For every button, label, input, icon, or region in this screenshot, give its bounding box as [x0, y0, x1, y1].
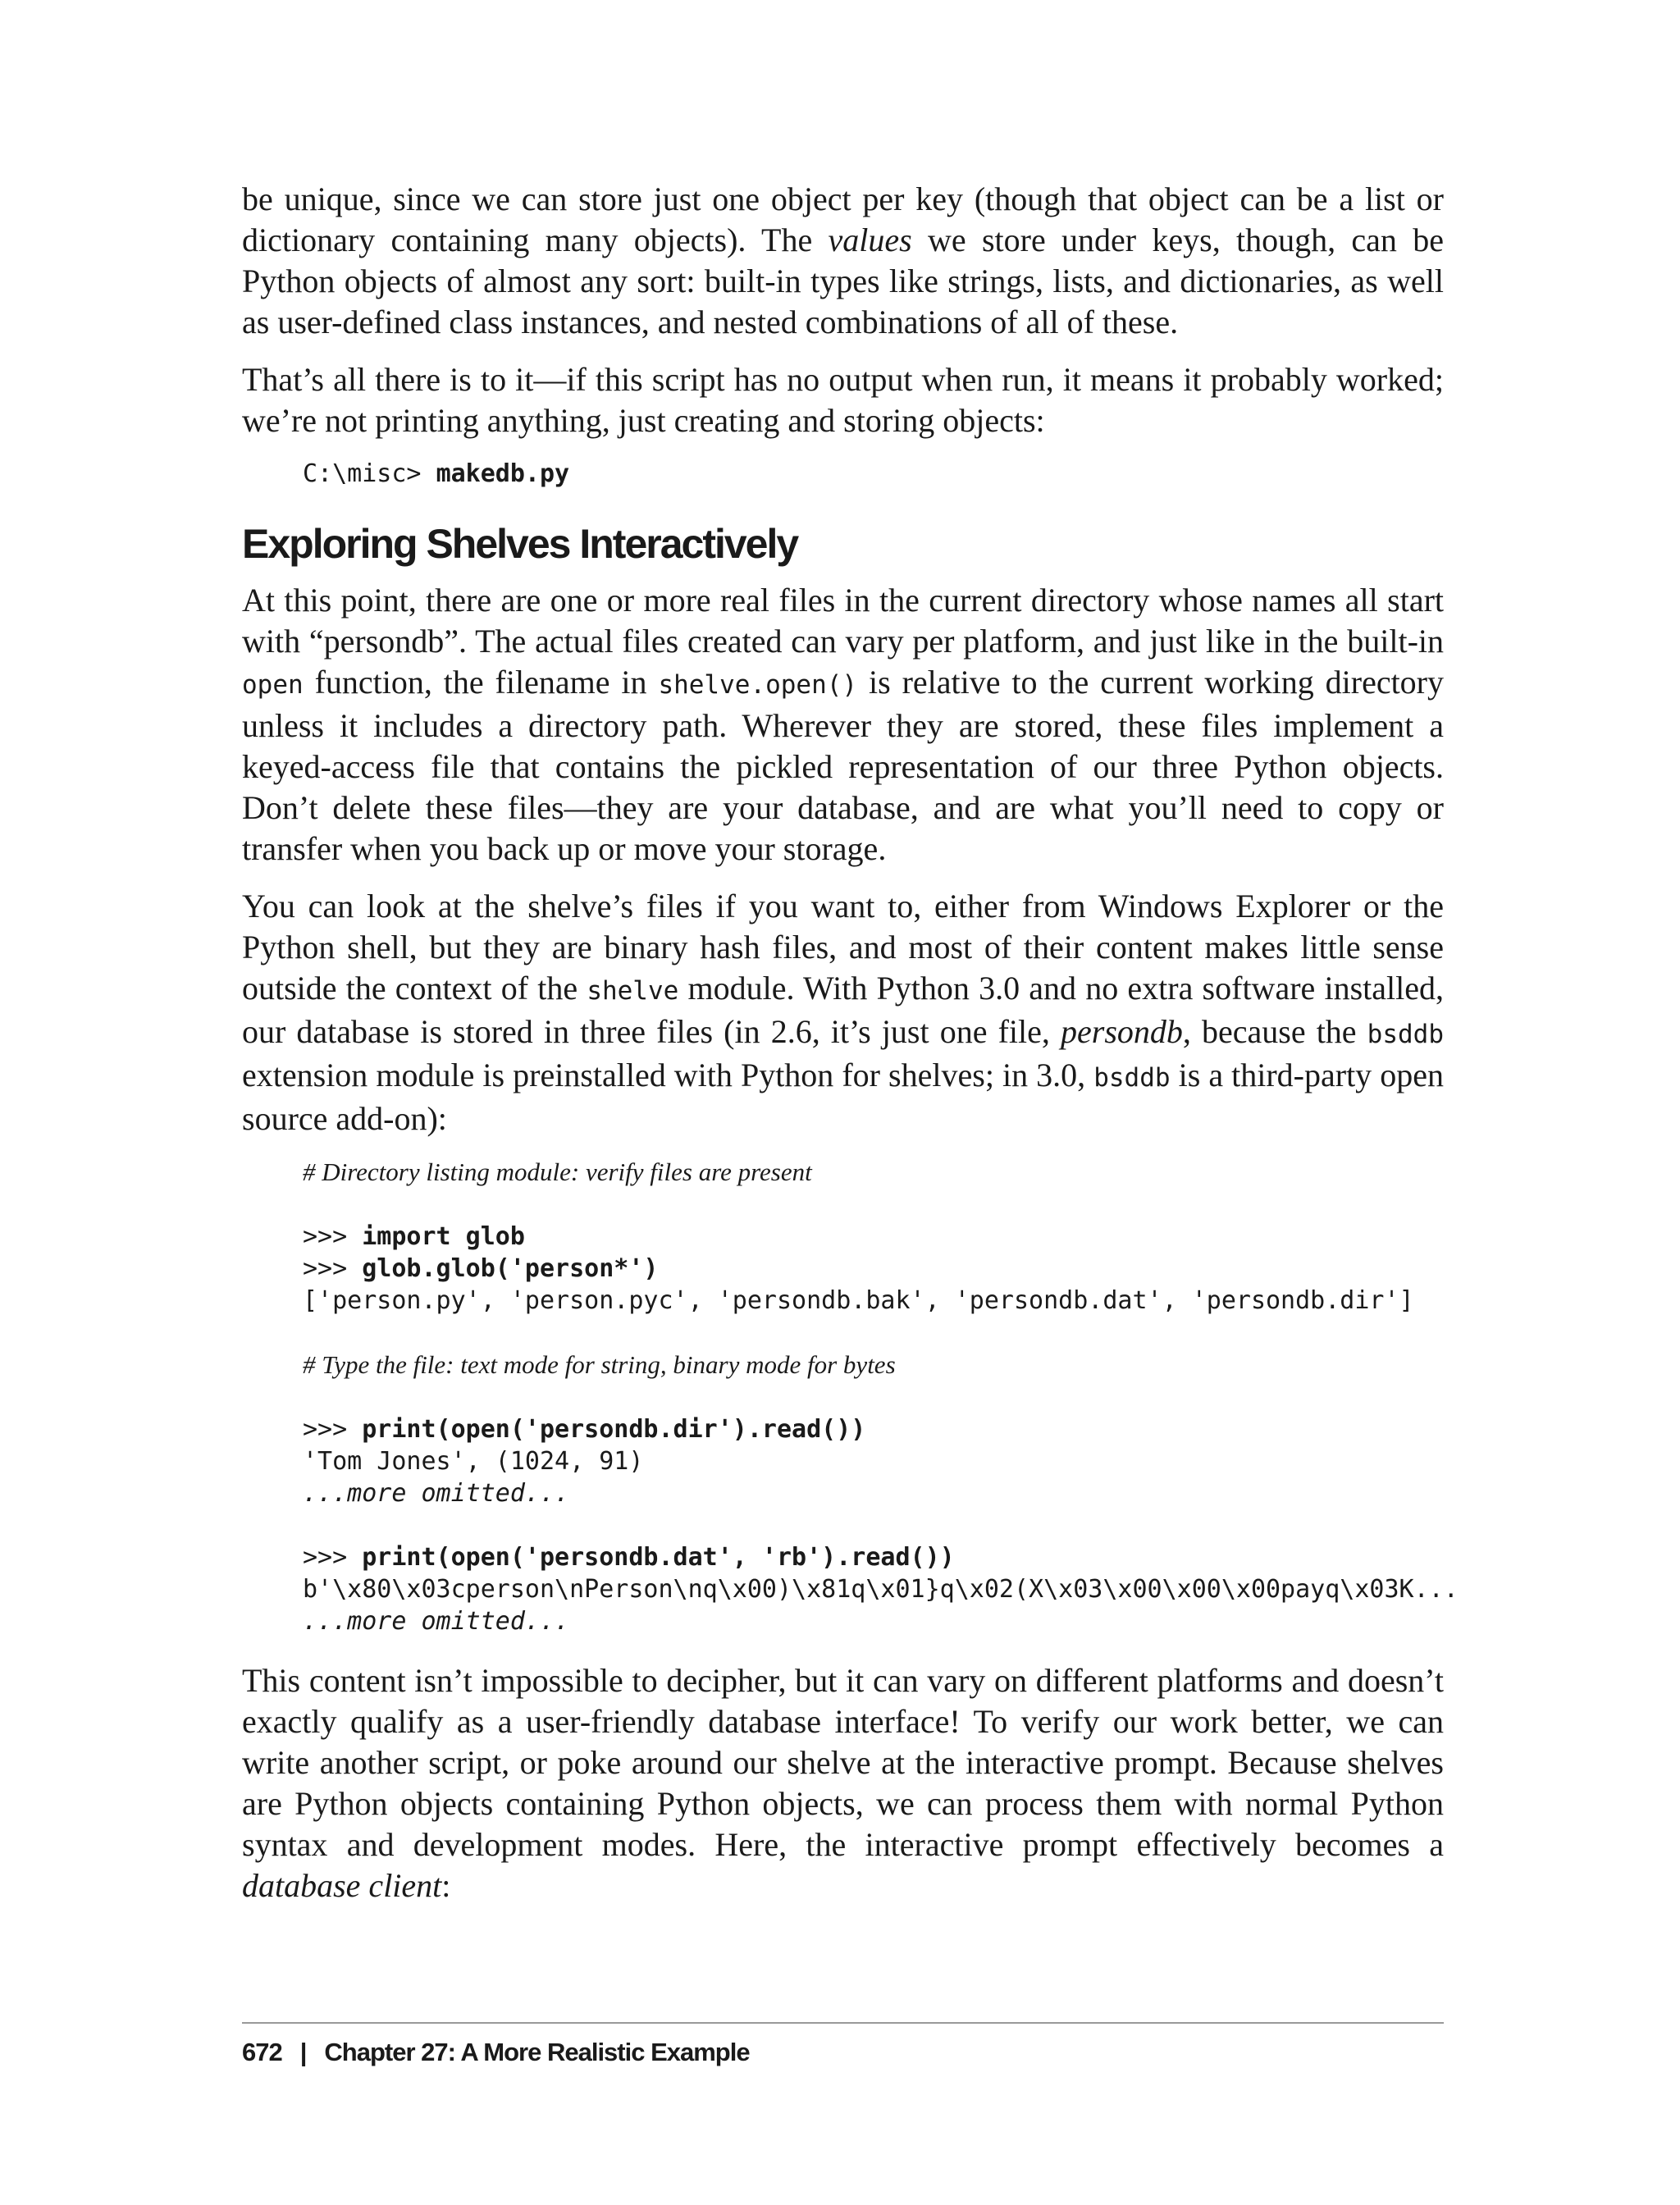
section-heading: Exploring Shelves Interactively	[242, 521, 798, 567]
inline-code-bsddb: bsddb	[1093, 1063, 1171, 1093]
inline-code-shelve-open: shelve.open()	[658, 670, 858, 700]
footer-rule	[242, 2022, 1444, 2024]
code-prompt: >>>	[303, 1415, 363, 1444]
text: function, the filename in	[303, 664, 659, 701]
code-run-command	[303, 458, 1444, 490]
code-output: ['person.py', 'person.pyc', 'persondb.bak', 'persondb.dat', 'persondb.dir']	[303, 1286, 1414, 1315]
text: is a third-party open source add-on):	[242, 1057, 1444, 1137]
paragraph-output: That’s all there is to it—if this script has no output when run, it means it probably worked; we’re not printing anything, just creating and storing objects:	[242, 361, 1444, 439]
text: we store under keys, though, can be Python objects of almost any sort: built-in types like strings, lists, and dictionaries, as well as user-defined class instances, and nested combinations of all of these.	[242, 221, 1444, 340]
paragraph-look	[242, 886, 1444, 1139]
text: be unique, since we can store just one object per key (though that object can be a list or dictionary containing many objects). The	[242, 180, 1444, 258]
code-prompt: C:\misc>	[303, 459, 436, 488]
paragraph-client	[242, 1660, 1444, 1906]
paragraph-files	[242, 580, 1444, 870]
code-prompt: >>>	[303, 1254, 363, 1283]
code-command: glob.glob('person*')	[362, 1254, 659, 1283]
text: , because the	[1182, 1013, 1367, 1050]
text: module. With Python 3.0 and no extra software installed, our database is stored in three files (in 2.6, it’s just one file,	[242, 970, 1444, 1050]
page-footer	[242, 2038, 750, 2067]
paragraph-intro	[242, 179, 1444, 343]
text: You can look at the shelve’s files if you want to, either from Windows Explorer or the Python shell, but they are binary hash files, and most of their content makes little sense outside the context of the	[242, 888, 1444, 1007]
code-command: print(open('persondb.dir').read())	[362, 1415, 866, 1444]
emphasis-database-client: database client	[242, 1867, 442, 1904]
code-command: import glob	[362, 1222, 525, 1251]
inline-code-shelve: shelve	[587, 976, 679, 1006]
code-omitted: ...more omitted...	[303, 1479, 570, 1508]
page-number: 672	[242, 2038, 282, 2066]
text: is relative to the current working directory unless it includes a directory path. Wherever they are stored, these files implement a keyed-access file that contains the pickled representation of our three Python objects. Don’t delete these files—they are your database, and are what you’ll need to copy or transfer when you back up or move your storage.	[242, 664, 1445, 867]
text: This content isn’t impossible to decipher, but it can vary on different platforms and doesn’t exactly qualify as a user-friendly database interface! To verify our work better, we can write another script, or poke around our shelve at the interactive prompt. Because shelves are Python objects containing Python objects, we can process them with normal Python syntax and development modes. Here, the interactive prompt effectively becomes a	[242, 1662, 1444, 1863]
inline-code-bsddb: bsddb	[1367, 1020, 1444, 1049]
code-prompt: >>>	[303, 1222, 363, 1251]
code-comment: # Directory listing module: verify files are present	[303, 1157, 812, 1186]
code-omitted: ...more omitted...	[303, 1607, 570, 1636]
footer-separator: |	[299, 2038, 307, 2066]
code-command: print(open('persondb.dat', 'rb').read())	[362, 1543, 955, 1572]
emphasis-persondb: persondb	[1061, 1013, 1183, 1050]
text: :	[441, 1867, 451, 1904]
page-content	[242, 179, 1459, 1923]
code-comment: # Type the file: text mode for string, binary mode for bytes	[303, 1350, 896, 1379]
code-output: 'Tom Jones', (1024, 91)	[303, 1447, 644, 1476]
inline-code-open: open	[242, 670, 304, 700]
emphasis-values: values	[828, 221, 912, 258]
text: extension module is preinstalled with Python for shelves; in 3.0,	[242, 1057, 1094, 1093]
code-block-files	[303, 1156, 1459, 1637]
code-command: makedb.py	[436, 459, 570, 488]
code-prompt: >>>	[303, 1543, 363, 1572]
chapter-title: Chapter 27: A More Realistic Example	[324, 2038, 750, 2066]
code-output: b'\x80\x03cperson\nPerson\nq\x00)\x81q\x01}q\x02(X\x03\x00\x00\x00payq\x03K...	[303, 1575, 1459, 1604]
text: At this point, there are one or more real files in the current directory whose names all start with “persondb”. The actual files created can vary per platform, and just like in the built-in	[242, 582, 1444, 660]
